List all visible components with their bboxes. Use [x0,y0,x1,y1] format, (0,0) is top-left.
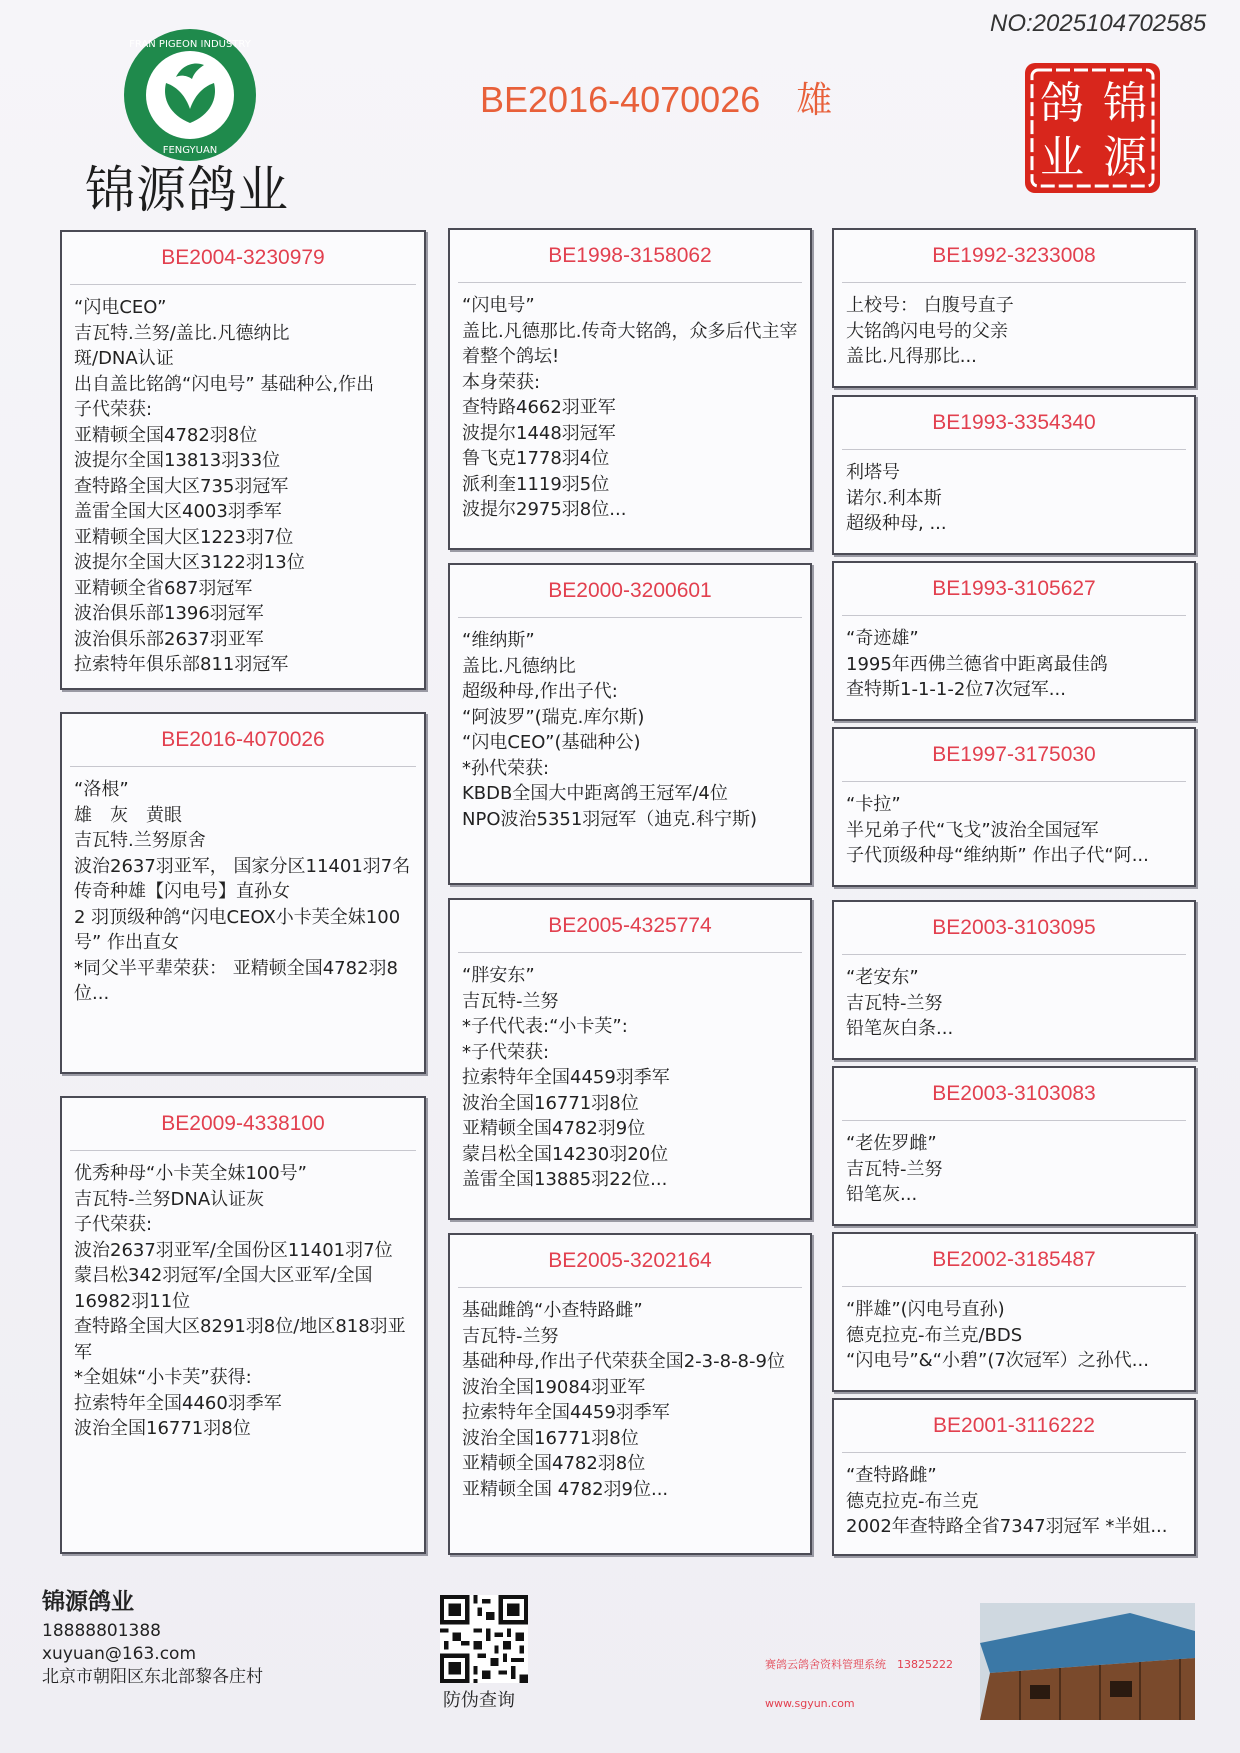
card-ring-number: BE2009-4338100 [161,1112,325,1135]
card-line: KBDB全国大中距离鸽王冠军/4位 [462,783,728,804]
card-line: *孙代荣获: [462,757,550,779]
card-line: “维纳斯” [462,630,535,651]
card-line: 查特斯1-1-1-2位7次冠军... [846,679,1066,700]
logo-ring-text-bottom: FENGYUAN [162,145,218,156]
pedigree-card-sire [60,230,426,690]
card-line: 斑/DNA认证 [74,348,174,369]
card-line: “闪电CEO”(基础种公) [462,732,641,753]
qr-code-icon[interactable] [440,1595,528,1683]
card-line: 传奇种雄【闪电号】直孙女 [74,881,290,902]
card-line: 盖雷全国13885羽22位... [462,1169,668,1190]
fengyuan-logo-icon [120,25,260,165]
card-line: 吉瓦特.兰努原舍 [74,830,206,851]
card-line: 雄 灰 黄眼 [74,804,182,826]
card-line: *子代荣获: [462,1041,550,1063]
card-line: 出自盖比铭鸽“闪电号” 基础种公,作出 [74,373,375,395]
card-line: 波治2637羽亚军/全国份区11401羽7位 [74,1239,393,1261]
card-line: 波提尔2975羽8位... [462,499,627,520]
card-line: 波治全国16771羽8位 [462,1427,639,1449]
card-line: 盖雷全国大区4003羽季军 [74,501,282,522]
card-line: 吉瓦特-兰努DNA认证灰 [74,1188,265,1210]
pedigree-card-ggp-6 [832,1066,1196,1226]
card-ring-number: BE2000-3200601 [548,579,712,602]
card-ring-number: BE2005-4325774 [548,914,712,937]
pedigree-card-ggp-7 [832,1232,1196,1392]
footer-email: xuyuan@163.com [42,1644,197,1664]
card-line: 利塔号 [846,462,900,483]
card-line: 拉索特年俱乐部811羽冠军 [74,654,289,675]
certificate-number: NO:2025104702585 [990,10,1207,37]
footer-phone: 18888801388 [42,1621,161,1641]
pedigree-card-ggp-3 [832,561,1196,721]
pedigree-card-ggp-1 [832,228,1196,388]
card-line: 盖比.凡德纳比 [462,655,576,677]
pedigree-card-grandsire-1 [448,228,812,550]
pedigree-card-subject [60,712,426,1074]
card-ring-number: BE2003-3103083 [932,1082,1096,1105]
card-line: “卡拉” [846,794,901,815]
card-line: 波治全国16771羽8位 [74,1418,251,1439]
pedigree-card-ggp-4 [832,727,1196,887]
card-line: “闪电CEO” [74,297,167,318]
card-ring-number: BE2016-4070026 [161,728,325,751]
card-line: “胖雄”(闪电号直孙) [846,1299,1005,1320]
card-line: 亚精顿全国大区1223羽7位 [74,526,294,548]
card-line: 拉索特年全国4460羽季军 [74,1392,282,1414]
card-ring-number: BE2001-3116222 [933,1414,1095,1437]
pedigree-card-grandsire-2 [448,898,812,1220]
card-line: 查特路4662羽亚军 [462,397,616,418]
card-line: 盖比.凡德那比.传奇大铭鸽，众多后代主宰着整个鸽坛! [462,320,798,367]
system-name: 赛鸽云鸽舍资料管理系统 13825222 [765,1658,953,1671]
card-line: 波治全国16771羽8位 [462,1092,639,1114]
card-line: 吉瓦特-兰努 [462,990,559,1012]
card-line: “洛根” [74,779,129,800]
card-line: 波治全国19084羽亚军 [462,1376,646,1398]
card-line: 基础雌鸽“小查特路雌” [462,1300,643,1321]
card-line: “老安东” [846,967,919,988]
card-ring-number: BE1998-3158062 [548,244,712,267]
footer-contact [42,1620,263,1689]
card-line: “闪电号” [462,295,535,316]
card-line: 诺尔.利本斯 [846,487,942,509]
pedigree-card-ggp-8 [832,1398,1196,1556]
pedigree-card-ggp-5 [832,900,1196,1060]
seal-char-4: 业 [1040,132,1084,183]
sex-label: 雄 [796,79,833,120]
card-line: “闪电号”&“小碧”(7次冠军）之孙代... [846,1350,1149,1371]
card-line: 吉瓦特-兰努 [846,992,943,1014]
system-url[interactable]: www.sgyun.com [765,1697,855,1710]
card-line: *同父半平辈荣获： 亚精顿全国4782羽8位... [74,957,398,1004]
card-line: 吉瓦特.兰努/盖比.凡德纳比 [74,322,290,344]
card-line: *子代代表:“小卡芙”: [462,1016,628,1037]
card-line: 波提尔全国大区3122羽13位 [74,552,305,573]
card-line: 查特路全国大区8291羽8位/地区818羽亚军 [74,1316,406,1363]
card-line: 大铭鸽闪电号的父亲 [846,320,1008,342]
card-line: 波治2637羽亚军， 国家分区11401羽7名 [74,855,411,877]
card-line: “奇迹雄” [846,628,919,649]
card-line: 1995年西佛兰德省中距离最佳鸽 [846,653,1108,675]
qr-label: 防伪查询 [443,1690,515,1711]
card-line: 波治俱乐部2637羽亚军 [74,628,264,650]
card-line: 拉索特年全国4459羽季军 [462,1067,670,1088]
card-line: 子代荣获: [74,1214,153,1235]
card-line: 2 羽顶级种鸽“闪电CEOX小卡芙全妹100号” 作出直女 [74,906,401,953]
card-line: 吉瓦特-兰努 [846,1158,943,1180]
card-line: 本身荣获: [462,371,541,393]
pigeon-title [480,72,832,123]
card-ring-number: BE1992-3233008 [932,244,1096,267]
card-line: 蒙吕松全国14230羽20位 [462,1143,669,1165]
card-line: “老佐罗雌” [846,1133,937,1154]
card-line: 鲁飞克1778羽4位 [462,448,610,469]
card-line: 超级种母,作出子代: [462,681,618,702]
loft-photo-icon [980,1603,1195,1720]
card-ring-number: BE2004-3230979 [161,246,325,269]
brand-name: 锦源鸽业 [85,161,289,219]
card-line: 铅笔灰... [846,1184,918,1205]
pedigree-card-granddam-2 [448,1233,812,1555]
red-seal-stamp-icon [1020,58,1165,198]
card-line: 亚精顿全国 4782羽9位... [462,1478,669,1500]
card-line: NPO波治5351羽冠军（迪克.科宁斯) [462,808,758,830]
pedigree-card-granddam-1 [448,563,812,885]
card-line: 亚精顿全省687羽冠军 [74,577,253,599]
card-line: “查特路雌” [846,1465,937,1486]
card-line: 基础种母,作出子代荣获全国2-3-8-8-9位 [462,1351,785,1372]
card-line: 超级种母, ... [846,513,947,534]
card-line: 拉索特年全国4459羽季军 [462,1402,670,1423]
seal-char-2: 源 [1103,132,1147,183]
card-line: 盖比.凡得那比... [846,346,977,367]
logo-ring-text-top: FRAN PIGEON INDUSTRY [129,39,251,50]
seal-char-3: 鸽 [1040,78,1084,129]
card-ring-number: BE2005-3202164 [548,1249,712,1272]
seal-char-1: 锦 [1103,78,1147,129]
card-line: 优秀种母“小卡芙全妹100号” [74,1163,308,1184]
card-line: 蒙吕松342羽冠军/全国大区亚军/全国16982羽11位 [74,1265,373,1312]
card-line: 铅笔灰白条... [846,1018,954,1039]
card-line: 上校号： 白腹号直子 [846,295,1014,316]
card-line: 查特路全国大区735羽冠军 [74,475,289,497]
card-ring-number: BE1993-3105627 [932,577,1096,600]
card-line: 德克拉克-布兰克/BDS [846,1324,1023,1346]
footer-brand: 锦源鸽业 [42,1589,134,1615]
card-line: 亚精顿全国4782羽9位 [462,1118,646,1139]
card-line: 子代荣获: [74,399,153,420]
card-line: 波治俱乐部1396羽冠军 [74,603,264,624]
card-line: 子代顶级种母“维纳斯” 作出子代“阿... [846,845,1149,866]
card-line: 波提尔1448羽冠军 [462,422,616,444]
card-line: 半兄弟子代“飞戈”波治全国冠军 [846,819,1099,841]
card-line: 德克拉克-布兰克 [846,1490,979,1512]
footer-address: 北京市朝阳区东北部黎各庄村 [42,1667,263,1687]
card-ring-number: BE2002-3185487 [932,1248,1096,1271]
pedigree-card-dam [60,1096,426,1554]
card-line: 2002年查特路全省7347羽冠军 *半姐... [846,1516,1168,1537]
card-line: 亚精顿全国4782羽8位 [462,1453,646,1474]
ring-number: BE2016-4070026 [480,79,761,120]
card-ring-number: BE1997-3175030 [932,743,1096,766]
card-line: “胖安东” [462,965,535,986]
card-ring-number: BE2003-3103095 [932,916,1096,939]
pedigree-card-ggp-2 [832,395,1196,555]
card-line: *全姐妹“小卡芙”获得: [74,1367,252,1388]
card-line: “阿波罗”(瑞克.库尔斯) [462,706,645,728]
card-line: 亚精顿全国4782羽8位 [74,424,258,446]
card-line: 波提尔全国13813羽33位 [74,450,281,471]
card-line: 派利奎1119羽5位 [462,473,610,495]
card-line: 吉瓦特-兰努 [462,1325,559,1347]
card-ring-number: BE1993-3354340 [932,411,1096,434]
